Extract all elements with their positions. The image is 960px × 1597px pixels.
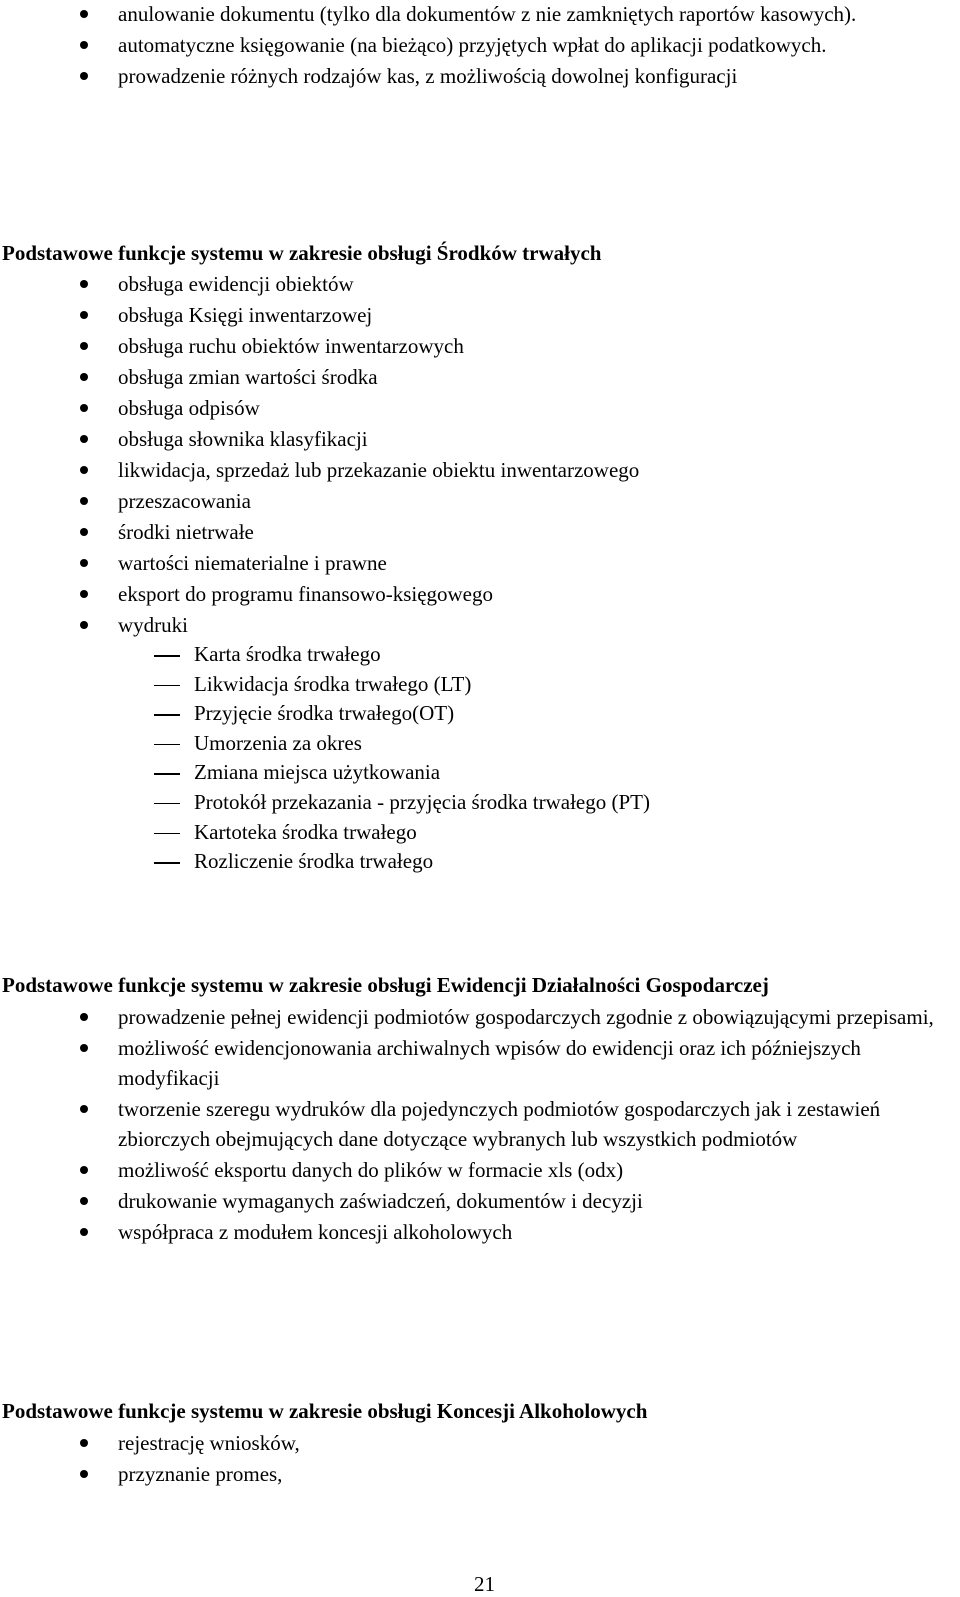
list-item [0,1186,960,1216]
sublist-item [118,699,946,729]
bullet-icon [80,1470,88,1478]
list-item-text: obsługa Księgi inwentarzowej [118,303,373,327]
list-item-text: eksport do programu finansowo-księgowego [118,582,494,606]
sublist-item-text: Przyjęcie środka trwałego(OT) [194,701,455,726]
list-item-text: środki nietrwałe [118,520,254,544]
sublist-item-text: Rozliczenie środka trwałego [194,849,434,874]
list-item-text: drukowanie wymaganych zaświadczeń, dokumentów i decyzji [118,1189,643,1213]
sublist-item [118,788,946,818]
list-item-text: automatyczne księgowanie (na bieżąco) przyjętych wpłat do aplikacji podatkowych. [118,33,827,57]
list-item [0,1459,960,1489]
list-item-text: obsługa słownika klasyfikacji [118,427,368,451]
bullet-icon [80,1044,88,1052]
sublist-item-text: Kartoteka środka trwałego [194,819,417,844]
bullet-icon [80,1105,88,1113]
sublist-item-text: Zmiana miejsca użytkowania [194,760,441,785]
list-item [0,486,960,516]
sublist-item-text: Protokół przekazania - przyjęcia środka trwałego (PT) [194,789,650,814]
list-item [0,300,960,330]
list-item-text: obsługa odpisów [118,396,260,420]
dash-icon [154,685,180,687]
dash-icon [154,773,180,775]
list-item [0,30,960,60]
business-registry-list [0,1002,960,1248]
sublist-item [118,640,946,670]
list-item [0,517,960,547]
list-item [0,548,960,578]
bullet-icon [80,342,88,350]
list-item-text: wydruki [118,613,188,637]
list-item [0,1155,960,1185]
bullet-icon [80,559,88,567]
fixed-assets-list [0,269,960,878]
sublist-item [118,847,946,877]
list-item-text: przeszacowania [118,489,251,513]
bullet-icon [80,404,88,412]
bullet-icon [80,497,88,505]
list-item [0,1033,960,1093]
bullet-icon [80,1228,88,1236]
list-item-text: anulowanie dokumentu (tylko dla dokumentów z nie zamkniętych raportów kasowych). [118,2,857,26]
bullet-icon [80,1166,88,1174]
bullet-icon [80,1439,88,1447]
sublist-item [118,818,946,848]
list-item [0,579,960,609]
page-number: 21 [474,1572,495,1596]
list-item-text: prowadzenie różnych rodzajów kas, z możliwością dowolnej konfiguracji [118,64,738,88]
intro-list [0,0,960,92]
dash-icon [154,803,180,805]
list-item-text: rejestrację wniosków, [118,1431,300,1455]
bullet-icon [80,1197,88,1205]
list-item-text: obsługa zmian wartości środka [118,365,378,389]
list-item [0,61,960,91]
list-item [0,1217,960,1247]
list-item [0,610,960,877]
section-heading-alcohol-licences: Podstawowe funkcje systemu w zakresie obsługi Koncesji Alkoholowych [2,1399,648,1423]
list-item [0,393,960,423]
bullet-icon [80,41,88,49]
list-item-text: przyznanie promes, [118,1462,283,1486]
bullet-icon [80,435,88,443]
bullet-icon [80,1013,88,1021]
list-item [0,1094,960,1154]
dash-icon [154,862,180,864]
printouts-sublist [118,640,946,877]
section-heading-fixed-assets: Podstawowe funkcje systemu w zakresie obsługi Środków trwałych [2,241,602,265]
dash-icon [154,833,180,835]
list-item-text: współpraca z modułem koncesji alkoholowych [118,1220,513,1244]
bullet-icon [80,311,88,319]
sublist-item-text: Likwidacja środka trwałego (LT) [194,671,472,696]
list-item-text: możliwość eksportu danych do plików w formacie xls (odx) [118,1158,624,1182]
bullet-icon [80,590,88,598]
bullet-icon [80,10,88,18]
list-item-text: wartości niematerialne i prawne [118,551,387,575]
list-item-text: likwidacja, sprzedaż lub przekazanie obiektu inwentarzowego [118,458,640,482]
sublist-item [118,670,946,700]
list-item-text: prowadzenie pełnej ewidencji podmiotów gospodarczych zgodnie z obowiązującymi przepisami, [118,1005,934,1029]
alcohol-licences-list [0,1428,960,1490]
bullet-icon [80,72,88,80]
list-item [0,362,960,392]
bullet-icon [80,373,88,381]
dash-icon [154,714,180,716]
bullet-icon [80,466,88,474]
list-item-text: obsługa ewidencji obiektów [118,272,354,296]
sublist-item [118,758,946,788]
section-heading-business-registry: Podstawowe funkcje systemu w zakresie obsługi Ewidencji Działalności Gospodarczej [2,973,769,997]
list-item [0,424,960,454]
list-item-text: możliwość ewidencjonowania archiwalnych wpisów do ewidencji oraz ich późniejszych modyfikacji [118,1036,861,1090]
sublist-item [118,729,946,759]
dash-icon [154,655,180,657]
sublist-item-text: Karta środka trwałego [194,642,381,666]
list-item [0,0,960,29]
list-item [0,455,960,485]
list-item [0,269,960,299]
bullet-icon [80,280,88,288]
list-item [0,331,960,361]
dash-icon [154,744,180,746]
sublist-item-text: Umorzenia za okres [194,730,362,755]
list-item-text: obsługa ruchu obiektów inwentarzowych [118,334,464,358]
bullet-icon [80,528,88,536]
bullet-icon [80,621,88,629]
list-item [0,1428,960,1458]
list-item-text: tworzenie szeregu wydruków dla pojedynczych podmiotów gospodarczych jak i zestawień zbiorczych obejmujących dane dotyczące wybranych lub wszystkich podmiotów [118,1097,881,1151]
list-item [0,1002,960,1032]
